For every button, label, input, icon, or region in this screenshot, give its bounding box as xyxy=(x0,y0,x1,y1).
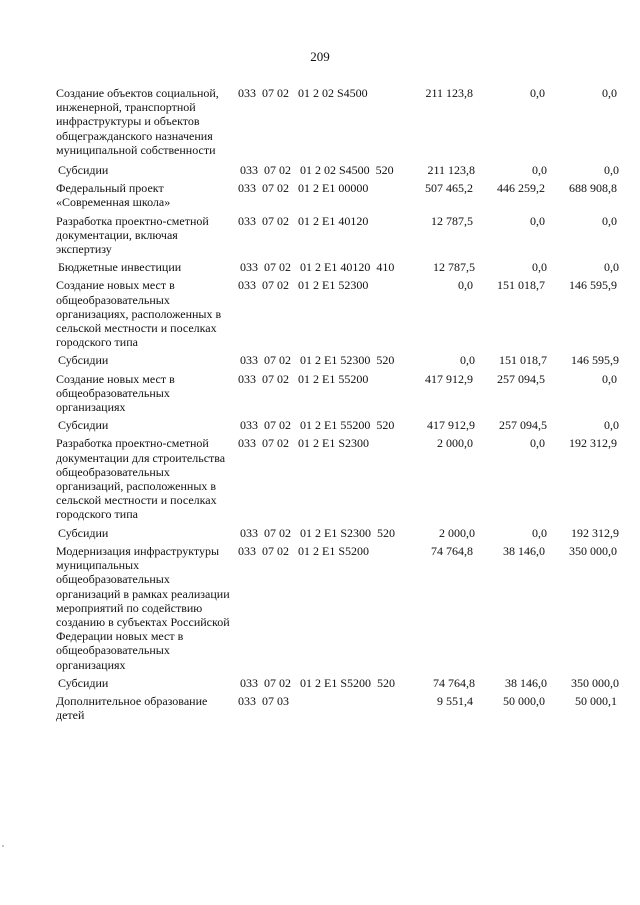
row-code: 033 07 02 01 2 E1 S5200 520 xyxy=(240,675,396,690)
row-name: Субсидии xyxy=(58,675,109,690)
table-row xyxy=(56,544,631,672)
row-value-2: 151 018,7 xyxy=(499,353,547,368)
row-value-2: 257 094,5 xyxy=(499,418,547,433)
row-name: Субсидии xyxy=(58,418,109,433)
row-code: 033 07 02 01 2 E1 52300 520 xyxy=(240,353,395,368)
row-value-3: 688 908,8 xyxy=(569,181,617,196)
row-name: Субсидии xyxy=(58,353,109,368)
row-value-3: 192 312,9 xyxy=(569,436,617,451)
table-row xyxy=(56,214,631,257)
table-row xyxy=(56,436,631,521)
row-value-3: 146 595,9 xyxy=(569,278,617,293)
row-code: 033 07 02 01 2 E1 52300 xyxy=(238,278,369,293)
row-code: 033 07 02 01 2 E1 S5200 xyxy=(238,543,370,558)
page-number: 209 xyxy=(310,49,330,64)
row-value-3: 0,0 xyxy=(604,260,619,275)
row-value-1: 211 123,8 xyxy=(427,163,475,178)
row-value-3: 50 000,1 xyxy=(575,693,617,708)
row-value-3: 0,0 xyxy=(604,418,619,433)
table-row xyxy=(56,163,631,177)
row-code: 033 07 02 01 2 E1 S2300 520 xyxy=(240,525,396,540)
row-value-3: 0,0 xyxy=(602,86,617,100)
row-value-1: 12 787,5 xyxy=(431,213,473,228)
table-row xyxy=(56,353,631,367)
table-row xyxy=(56,278,631,349)
row-value-2: 0,0 xyxy=(532,163,547,178)
row-code: 033 07 02 01 2 E1 55200 xyxy=(238,371,369,386)
row-code: 033 07 02 01 2 02 S4500 520 xyxy=(240,163,394,178)
row-name: Субсидии xyxy=(58,163,109,178)
row-code: 033 07 02 01 2 E1 00000 xyxy=(238,181,369,196)
row-value-3: 0,0 xyxy=(602,371,617,386)
row-value-1: 2 000,0 xyxy=(437,436,473,451)
table-row xyxy=(56,676,631,690)
row-value-1: 507 465,2 xyxy=(425,181,473,196)
row-name: Субсидии xyxy=(58,525,109,540)
table-row xyxy=(56,694,631,722)
row-value-2: 50 000,0 xyxy=(503,693,545,708)
row-value-1: 2 000,0 xyxy=(439,525,475,540)
row-value-2: 0,0 xyxy=(532,260,547,275)
row-code: 033 07 02 01 2 E1 55200 520 xyxy=(240,418,395,433)
row-value-2: 0,0 xyxy=(532,525,547,540)
row-value-2: 0,0 xyxy=(530,436,545,451)
row-name: Дополнительное образование детей xyxy=(56,693,208,723)
row-name: Федеральный проект «Современная школа» xyxy=(56,181,171,210)
table-row xyxy=(56,181,631,209)
table-row xyxy=(56,260,631,274)
row-value-2: 257 094,5 xyxy=(497,371,545,386)
row-value-1: 12 787,5 xyxy=(433,260,475,275)
row-name: Создание новых мест в общеобразовательных организациях xyxy=(56,371,175,415)
row-value-1: 0,0 xyxy=(458,278,473,293)
row-value-3: 0,0 xyxy=(604,163,619,178)
table-row xyxy=(56,526,631,540)
row-value-3: 350 000,0 xyxy=(571,675,619,690)
row-value-3: 0,0 xyxy=(602,213,617,228)
table-row xyxy=(56,418,631,432)
row-name: Бюджетные инвестиции xyxy=(58,260,182,275)
row-value-2: 0,0 xyxy=(530,213,545,228)
row-code: 033 07 03 xyxy=(238,693,289,708)
row-value-2: 0,0 xyxy=(530,86,545,100)
row-name: Разработка проектно-сметной документации для строительства общеобразовательных организаций, расположенных в сельской местности и поселках городского типа xyxy=(56,436,226,522)
row-name: Создание объектов социальной, инженерной, транспортной инфраструктуры и объектов общегражданского назначения муниципальной собственности xyxy=(56,86,219,157)
row-code: 033 07 02 01 2 E1 40120 410 xyxy=(240,260,395,275)
row-value-1: 211 123,8 xyxy=(425,86,473,100)
row-value-2: 38 146,0 xyxy=(503,543,545,558)
row-value-1: 74 764,8 xyxy=(433,675,475,690)
row-name: Модернизация инфраструктуры муниципальных общеобразовательных организаций в рамках реализации мероприятий по содействию созданию в субъектах Российской Федерации новых мест в общеобразовательных организациях xyxy=(56,543,230,672)
row-value-2: 38 146,0 xyxy=(505,675,547,690)
row-value-2: 446 259,2 xyxy=(497,181,545,196)
row-value-1: 9 551,4 xyxy=(437,693,473,708)
scan-artifact xyxy=(2,845,4,847)
row-value-3: 192 312,9 xyxy=(571,525,619,540)
row-code: 033 07 02 01 2 E1 40120 xyxy=(238,213,369,228)
row-value-1: 417 912,9 xyxy=(425,371,473,386)
row-value-1: 74 764,8 xyxy=(431,543,473,558)
table-row xyxy=(56,372,631,415)
row-value-1: 0,0 xyxy=(460,353,475,368)
table-row xyxy=(56,86,631,157)
row-value-3: 350 000,0 xyxy=(569,543,617,558)
row-value-3: 146 595,9 xyxy=(571,353,619,368)
row-name: Разработка проектно-сметной документации, включая экспертизу xyxy=(56,213,209,257)
row-value-2: 151 018,7 xyxy=(497,278,545,293)
budget-table xyxy=(56,86,631,726)
row-name: Создание новых мест в общеобразовательных организациях, расположенных в сельской местности и поселках городского типа xyxy=(56,278,222,350)
row-code: 033 07 02 01 2 E1 S2300 xyxy=(238,436,370,451)
row-code: 033 07 02 01 2 02 S4500 xyxy=(238,86,368,100)
row-value-1: 417 912,9 xyxy=(427,418,475,433)
